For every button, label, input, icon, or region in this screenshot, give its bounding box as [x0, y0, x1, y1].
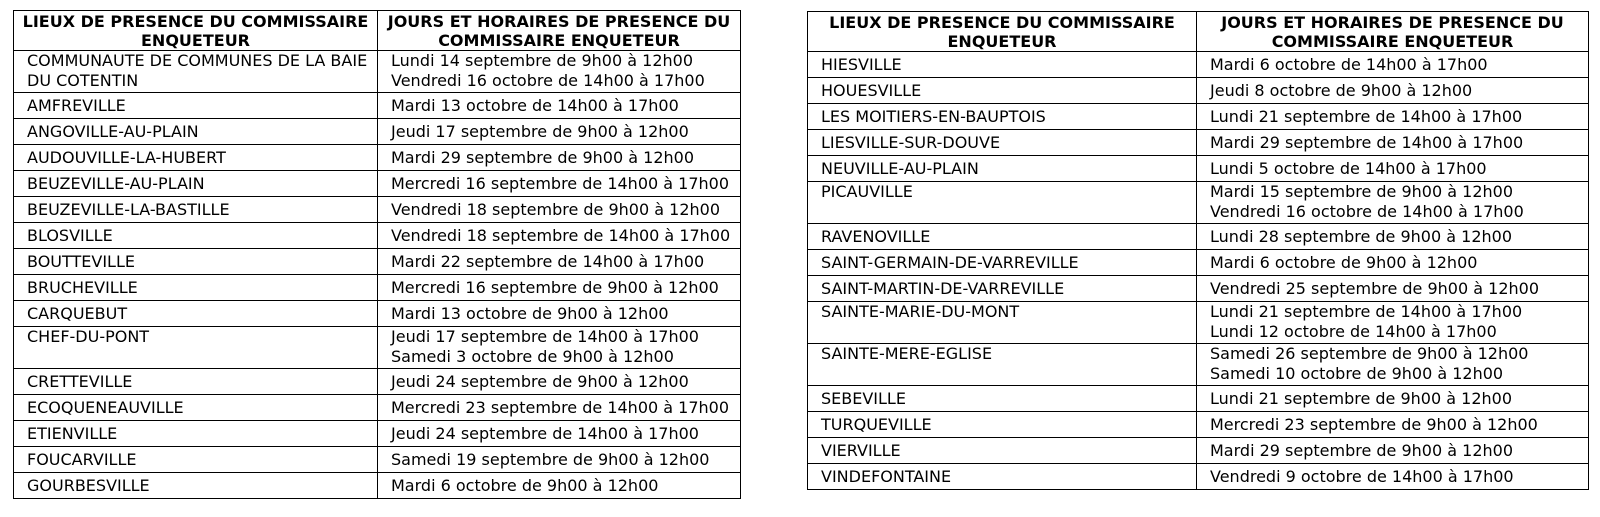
schedule-table-right: [807, 11, 1589, 490]
place-cell: PICAUVILLE: [808, 182, 1197, 224]
table-row: [14, 249, 741, 275]
schedule-cell: [378, 421, 741, 447]
place-cell: CRETTEVILLE: [14, 369, 378, 395]
schedule-table-left: [13, 10, 741, 499]
table-row: [14, 223, 741, 249]
schedule-line: Mardi 22 septembre de 14h00 à 17h00: [391, 252, 705, 271]
table-row: [808, 156, 1589, 182]
table-row: [808, 386, 1589, 412]
schedule-line: Lundi 12 octobre de 14h00 à 17h00: [1210, 322, 1497, 341]
schedule-cell: [1197, 78, 1589, 104]
schedule-cell: [378, 369, 741, 395]
place-cell: SEBEVILLE: [808, 386, 1197, 412]
schedule-cell: [1197, 412, 1589, 438]
schedule-cell: [378, 197, 741, 223]
schedule-line: Mardi 13 octobre de 9h00 à 12h00: [391, 304, 669, 323]
schedule-line: Vendredi 18 septembre de 9h00 à 12h00: [391, 200, 720, 219]
schedule-line: Mercredi 23 septembre de 14h00 à 17h00: [391, 398, 730, 417]
schedule-cell: [1197, 52, 1589, 78]
left-table-body: [14, 51, 741, 499]
schedule-line: Lundi 28 septembre de 9h00 à 12h00: [1210, 227, 1512, 246]
schedule-line: Samedi 26 septembre de 9h00 à 12h00: [1210, 344, 1529, 363]
place-cell: BRUCHEVILLE: [14, 275, 378, 301]
table-row: [14, 197, 741, 223]
table-row: [808, 276, 1589, 302]
schedule-line: Vendredi 16 octobre de 14h00 à 17h00: [391, 71, 705, 90]
table-row: [808, 52, 1589, 78]
header-row: [14, 11, 741, 51]
header-places: LIEUX DE PRESENCE DU COMMISSAIRE ENQUETEUR: [14, 11, 378, 51]
place-cell: SAINTE-MERE-EGLISE: [808, 344, 1197, 386]
schedule-cell: [1197, 438, 1589, 464]
schedule-cell: [1197, 344, 1589, 386]
schedule-cell: [1197, 302, 1589, 344]
place-cell: COMMUNAUTE DE COMMUNES DE LA BAIE DU COTENTIN: [14, 51, 378, 93]
schedule-line: Jeudi 24 septembre de 14h00 à 17h00: [391, 424, 699, 443]
schedule-cell: [378, 301, 741, 327]
schedule-cell: [1197, 250, 1589, 276]
table-row: [808, 412, 1589, 438]
place-cell: SAINT-GERMAIN-DE-VARREVILLE: [808, 250, 1197, 276]
schedule-line: Jeudi 17 septembre de 9h00 à 12h00: [391, 122, 689, 141]
schedule-line: Mardi 6 octobre de 9h00 à 12h00: [391, 476, 659, 495]
table-row: [808, 438, 1589, 464]
schedule-cell: [378, 119, 741, 145]
table-row: [14, 51, 741, 93]
place-cell: AUDOUVILLE-LA-HUBERT: [14, 145, 378, 171]
table-row: [14, 395, 741, 421]
place-cell: LIESVILLE-SUR-DOUVE: [808, 130, 1197, 156]
header-times: JOURS ET HORAIRES DE PRESENCE DU COMMISSAIRE ENQUETEUR: [378, 11, 741, 51]
schedule-cell: [1197, 104, 1589, 130]
place-cell: VIERVILLE: [808, 438, 1197, 464]
table-row: [808, 302, 1589, 344]
right-table-body: [808, 52, 1589, 490]
place-cell: NEUVILLE-AU-PLAIN: [808, 156, 1197, 182]
schedule-line: Vendredi 25 septembre de 9h00 à 12h00: [1210, 279, 1539, 298]
place-cell: SAINTE-MARIE-DU-MONT: [808, 302, 1197, 344]
place-cell: BLOSVILLE: [14, 223, 378, 249]
schedule-cell: [1197, 276, 1589, 302]
table-row: [14, 473, 741, 499]
schedule-cell: [378, 275, 741, 301]
schedule-cell: [378, 447, 741, 473]
table-row: [808, 344, 1589, 386]
schedule-line: Vendredi 9 octobre de 14h00 à 17h00: [1210, 467, 1514, 486]
schedule-line: Mercredi 16 septembre de 9h00 à 12h00: [391, 278, 719, 297]
table-row: [808, 78, 1589, 104]
place-cell: CARQUEBUT: [14, 301, 378, 327]
schedule-line: Vendredi 18 septembre de 14h00 à 17h00: [391, 226, 731, 245]
schedule-line: Vendredi 16 octobre de 14h00 à 17h00: [1210, 202, 1524, 221]
place-cell: HOUESVILLE: [808, 78, 1197, 104]
schedule-line: Samedi 10 octobre de 9h00 à 12h00: [1210, 364, 1504, 383]
table-row: [14, 369, 741, 395]
schedule-line: Samedi 3 octobre de 9h00 à 12h00: [391, 347, 674, 366]
place-cell: TURQUEVILLE: [808, 412, 1197, 438]
table-row: [808, 130, 1589, 156]
schedule-cell: [1197, 182, 1589, 224]
schedule-cell: [378, 51, 741, 93]
schedule-line: Mardi 15 septembre de 9h00 à 12h00: [1210, 182, 1513, 201]
table-row: [14, 421, 741, 447]
place-cell: RAVENOVILLE: [808, 224, 1197, 250]
schedule-cell: [378, 249, 741, 275]
place-cell: ECOQUENEAUVILLE: [14, 395, 378, 421]
schedule-cell: [378, 395, 741, 421]
place-cell: FOUCARVILLE: [14, 447, 378, 473]
place-cell: ETIENVILLE: [14, 421, 378, 447]
schedule-line: Samedi 19 septembre de 9h00 à 12h00: [391, 450, 710, 469]
schedule-cell: [1197, 130, 1589, 156]
schedule-cell: [1197, 224, 1589, 250]
table-row: [808, 104, 1589, 130]
place-cell: LES MOITIERS-EN-BAUPTOIS: [808, 104, 1197, 130]
schedule-line: Mercredi 23 septembre de 9h00 à 12h00: [1210, 415, 1538, 434]
place-cell: AMFREVILLE: [14, 93, 378, 119]
schedule-line: Lundi 14 septembre de 9h00 à 12h00: [391, 51, 693, 70]
schedule-cell: [378, 171, 741, 197]
place-cell: GOURBESVILLE: [14, 473, 378, 499]
schedule-line: Jeudi 8 octobre de 9h00 à 12h00: [1210, 81, 1473, 100]
schedule-line: Lundi 5 octobre de 14h00 à 17h00: [1210, 159, 1487, 178]
place-cell: HIESVILLE: [808, 52, 1197, 78]
schedule-line: Mercredi 16 septembre de 14h00 à 17h00: [391, 174, 730, 193]
table-row: [14, 301, 741, 327]
table-row: [808, 464, 1589, 490]
header-times: JOURS ET HORAIRES DE PRESENCE DU COMMISSAIRE ENQUETEUR: [1197, 12, 1589, 52]
schedule-cell: [1197, 156, 1589, 182]
schedule-line: Mardi 29 septembre de 14h00 à 17h00: [1210, 133, 1524, 152]
place-cell: BEUZEVILLE-LA-BASTILLE: [14, 197, 378, 223]
table-row: [14, 145, 741, 171]
schedule-line: Lundi 21 septembre de 14h00 à 17h00: [1210, 107, 1523, 126]
schedule-line: Mardi 6 octobre de 9h00 à 12h00: [1210, 253, 1478, 272]
place-cell: CHEF-DU-PONT: [14, 327, 378, 369]
place-cell: BEUZEVILLE-AU-PLAIN: [14, 171, 378, 197]
schedule-line: Mardi 29 septembre de 9h00 à 12h00: [1210, 441, 1513, 460]
schedule-line: Lundi 21 septembre de 14h00 à 17h00: [1210, 302, 1523, 321]
schedule-cell: [378, 223, 741, 249]
schedule-cell: [378, 473, 741, 499]
header-row: [808, 12, 1589, 52]
schedule-cell: [1197, 464, 1589, 490]
place-cell: BOUTTEVILLE: [14, 249, 378, 275]
table-row: [14, 93, 741, 119]
table-row: [14, 171, 741, 197]
place-cell: ANGOVILLE-AU-PLAIN: [14, 119, 378, 145]
place-cell: VINDEFONTAINE: [808, 464, 1197, 490]
schedule-line: Mardi 6 octobre de 14h00 à 17h00: [1210, 55, 1488, 74]
schedule-line: Lundi 21 septembre de 9h00 à 12h00: [1210, 389, 1512, 408]
table-row: [808, 224, 1589, 250]
place-cell: SAINT-MARTIN-DE-VARREVILLE: [808, 276, 1197, 302]
schedule-line: Mardi 29 septembre de 9h00 à 12h00: [391, 148, 694, 167]
table-row: [14, 447, 741, 473]
schedule-line: Mardi 13 octobre de 14h00 à 17h00: [391, 96, 679, 115]
schedule-line: Jeudi 17 septembre de 14h00 à 17h00: [391, 327, 699, 346]
table-row: [808, 182, 1589, 224]
schedule-cell: [1197, 386, 1589, 412]
schedule-cell: [378, 145, 741, 171]
table-row: [14, 119, 741, 145]
table-row: [14, 327, 741, 369]
header-places: LIEUX DE PRESENCE DU COMMISSAIRE ENQUETEUR: [808, 12, 1197, 52]
schedule-cell: [378, 93, 741, 119]
schedule-line: Jeudi 24 septembre de 9h00 à 12h00: [391, 372, 689, 391]
table-row: [808, 250, 1589, 276]
table-row: [14, 275, 741, 301]
schedule-cell: [378, 327, 741, 369]
